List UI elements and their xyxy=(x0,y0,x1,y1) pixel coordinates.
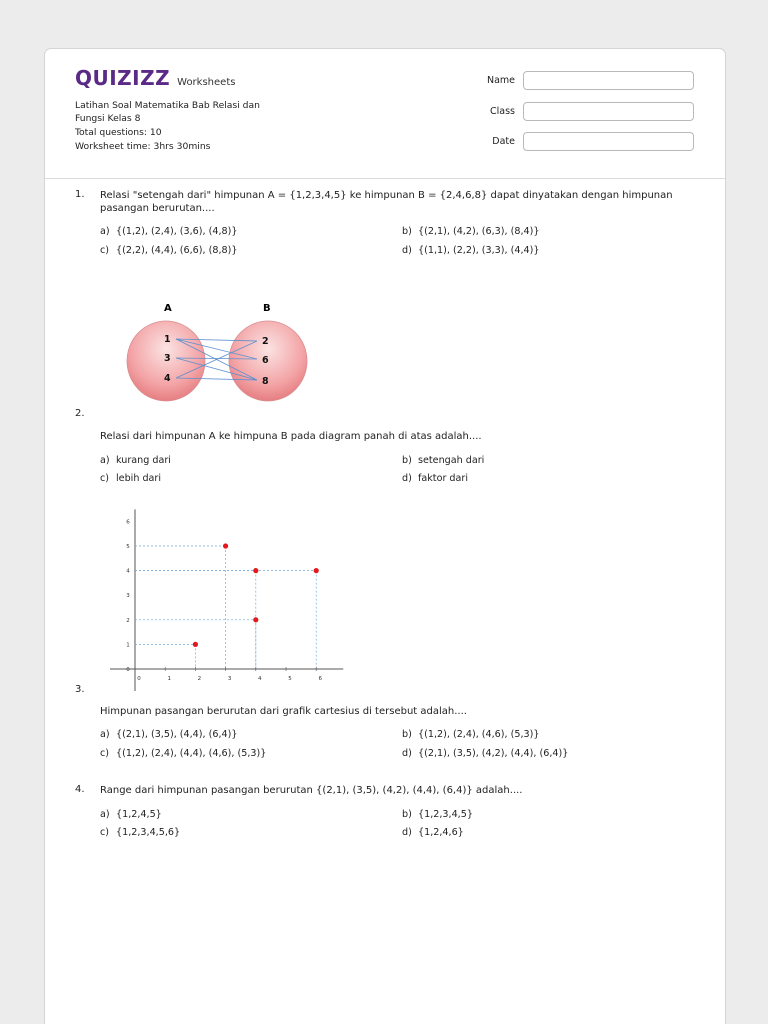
brand xyxy=(75,66,235,90)
question-4-option-a[interactable] xyxy=(100,809,162,820)
question-3-text: Himpunan pasangan berurutan dari grafik cartesius di tersebut adalah.... xyxy=(100,706,467,717)
option-letter: c) xyxy=(100,245,110,256)
x-tick-label: 0 xyxy=(137,676,141,682)
question-1-option-a[interactable] xyxy=(100,226,237,237)
x-tick-label: 3 xyxy=(227,676,232,682)
x-tick-label: 1 xyxy=(167,676,171,682)
question-2-option-c[interactable] xyxy=(100,473,161,484)
option-text: {(1,2), (2,4), (4,4), (4,6), (5,3)} xyxy=(116,748,267,759)
option-letter: c) xyxy=(100,473,110,484)
worksheet-title-line1: Latihan Soal Matematika Bab Relasi dan xyxy=(75,100,260,111)
y-tick-label: 6 xyxy=(126,519,130,526)
y-tick-label: 1 xyxy=(126,642,130,649)
option-text: {1,2,4,5} xyxy=(116,809,162,820)
option-letter: a) xyxy=(100,729,110,740)
option-letter: b) xyxy=(402,809,412,820)
question-2-option-d[interactable] xyxy=(402,473,468,484)
set-a-label: A xyxy=(164,303,172,314)
data-point xyxy=(253,568,258,573)
question-2-option-b[interactable] xyxy=(402,455,484,466)
quizizz-logo: QUIZIZZ xyxy=(75,66,171,90)
set-b-item: 6 xyxy=(262,355,269,366)
question-1-text xyxy=(100,189,700,215)
option-letter: c) xyxy=(100,827,110,838)
option-text: {1,2,4,6} xyxy=(418,827,464,838)
question-1-option-c[interactable] xyxy=(100,245,237,256)
question-1-option-b[interactable] xyxy=(402,226,539,237)
option-text: kurang dari xyxy=(116,455,171,466)
question-3-number: 3. xyxy=(75,684,85,695)
worksheet-header xyxy=(45,49,725,179)
option-text: {(2,2), (4,4), (6,6), (8,8)} xyxy=(116,245,238,256)
option-letter: a) xyxy=(100,809,110,820)
set-a-item: 3 xyxy=(164,353,171,364)
question-2-text: Relasi dari himpunan A ke himpuna B pada diagram panah di atas adalah.... xyxy=(100,431,482,442)
question-1-text-line1: Relasi "setengah dari" himpunan A = {1,2,3,4,5} ke himpunan B = {2,4,6,8} dapat dinyatakan dengan himpunan xyxy=(100,190,673,201)
option-text: lebih dari xyxy=(116,473,162,484)
question-3-option-d[interactable] xyxy=(402,748,568,759)
data-point xyxy=(193,642,198,647)
x-tick-label: 5 xyxy=(288,676,292,682)
name-label: Name xyxy=(486,74,515,86)
option-letter: d) xyxy=(402,245,412,256)
class-label: Class xyxy=(490,105,515,117)
option-letter: a) xyxy=(100,226,110,237)
option-text: {1,2,3,4,5,6} xyxy=(116,827,181,838)
worksheet-meta xyxy=(75,100,305,155)
y-tick-label: 4 xyxy=(126,568,130,575)
question-4-option-b[interactable] xyxy=(402,809,473,820)
question-4-option-d[interactable] xyxy=(402,827,464,838)
option-text: {(1,2), (2,4), (4,6), (5,3)} xyxy=(418,729,540,740)
date-field[interactable] xyxy=(523,132,694,151)
option-letter: d) xyxy=(402,827,412,838)
x-tick-label: 2 xyxy=(197,676,202,682)
total-questions: Total questions: 10 xyxy=(75,126,162,138)
question-3-option-a[interactable] xyxy=(100,729,237,740)
y-tick-label: 3 xyxy=(126,593,130,600)
date-label: Date xyxy=(492,135,515,147)
cartesian-graph xyxy=(103,508,353,693)
x-tick-label: 4 xyxy=(258,676,262,682)
question-1-option-d[interactable] xyxy=(402,245,539,256)
option-text: {(2,1), (4,2), (6,3), (8,4)} xyxy=(418,226,540,237)
data-point xyxy=(314,568,319,573)
option-text: {(2,1), (3,5), (4,2), (4,4), (6,4)} xyxy=(418,748,569,759)
y-tick-label: 0 xyxy=(126,667,130,673)
set-b-item: 2 xyxy=(262,336,269,347)
set-b-item: 8 xyxy=(262,376,269,387)
question-4-text: Range dari himpunan pasangan berurutan {(2,1), (3,5), (4,2), (4,4), (6,4)} adalah.... xyxy=(100,785,523,796)
question-4-number: 4. xyxy=(75,784,85,795)
name-field-row xyxy=(465,70,697,90)
set-b-label: B xyxy=(263,303,271,314)
set-a-item: 1 xyxy=(164,334,171,345)
data-point xyxy=(253,617,258,622)
question-2-option-a[interactable] xyxy=(100,455,171,466)
date-field-row xyxy=(465,131,697,151)
option-letter: b) xyxy=(402,226,412,237)
option-letter: d) xyxy=(402,748,412,759)
option-text: {(1,1), (2,2), (3,3), (4,4)} xyxy=(418,245,540,256)
question-4-option-c[interactable] xyxy=(100,827,180,838)
worksheet-time: Worksheet time: 3hrs 30mins xyxy=(75,140,211,152)
option-letter: b) xyxy=(402,455,412,466)
question-1-text-line2: pasangan berurutan.... xyxy=(100,203,215,214)
option-text: {1,2,3,4,5} xyxy=(418,809,473,820)
worksheet xyxy=(44,48,726,1024)
question-3-option-b[interactable] xyxy=(402,729,539,740)
option-letter: a) xyxy=(100,455,110,466)
data-point xyxy=(223,543,228,548)
set-a-item: 4 xyxy=(164,373,171,384)
option-text: {(2,1), (3,5), (4,4), (6,4)} xyxy=(116,729,238,740)
option-letter: d) xyxy=(402,473,412,484)
question-1-number: 1. xyxy=(75,189,85,200)
class-field-row xyxy=(465,101,697,121)
name-field[interactable] xyxy=(523,71,694,90)
x-tick-label: 6 xyxy=(318,676,322,682)
option-letter: b) xyxy=(402,729,412,740)
question-3-option-c[interactable] xyxy=(100,748,266,759)
arrow-diagram xyxy=(121,299,311,409)
y-tick-label: 2 xyxy=(126,617,130,624)
class-field[interactable] xyxy=(523,102,694,121)
option-letter: c) xyxy=(100,748,110,759)
chart-guides xyxy=(135,546,316,669)
option-text: setengah dari xyxy=(418,455,485,466)
question-2-number: 2. xyxy=(75,408,85,419)
option-text: {(1,2), (2,4), (3,6), (4,8)} xyxy=(116,226,238,237)
brand-subtitle: Worksheets xyxy=(177,77,236,88)
worksheet-title-line2: Fungsi Kelas 8 xyxy=(75,112,141,124)
y-tick-label: 5 xyxy=(126,544,130,550)
chart-axes xyxy=(110,509,343,691)
option-text: faktor dari xyxy=(418,473,469,484)
